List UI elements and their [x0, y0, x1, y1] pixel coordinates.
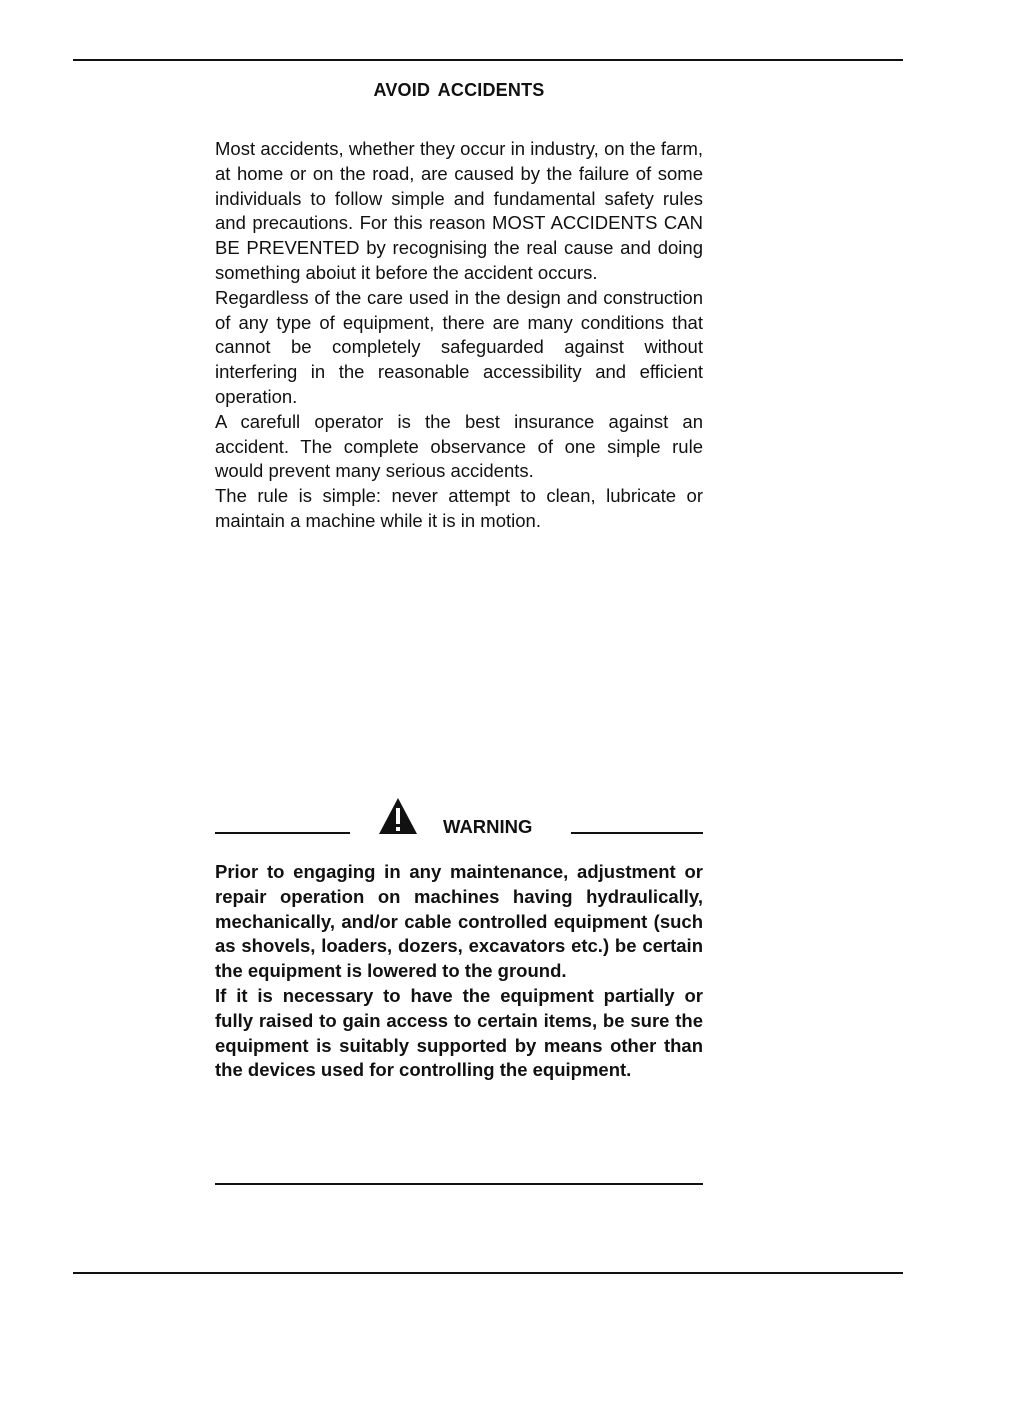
warning-line-left — [215, 832, 350, 834]
warning-text — [215, 860, 703, 1083]
paragraph: The rule is simple: never attempt to clean, lubricate or maintain a machine while it is in motion. — [215, 485, 703, 531]
bottom-divider — [73, 1272, 903, 1274]
paragraph: Regardless of the care used in the design and construction of any type of equipment, there are many conditions that cannot be completely safeguarded against without interfering in the reasonable accessibility and efficient operation. — [215, 286, 703, 407]
warning-line-right — [571, 832, 703, 834]
warning-end-divider — [215, 1183, 703, 1185]
page-title: AVOID ACCIDENTS — [373, 80, 545, 100]
paragraph: Most accidents, whether they occur in industry, on the farm, at home or on the road, are caused by the failure of some individuals to follow simple and fundamental safety rules and precautions. For this reason MOST ACCIDENTS CAN BE PREVENTED by recognising the real cause and doing something aboiut it before the accident occurs. — [215, 138, 703, 283]
top-divider — [73, 59, 903, 61]
warning-triangle-icon — [377, 796, 419, 836]
warning-header — [215, 796, 703, 836]
warning-paragraph: Prior to engaging in any maintenance, adjustment or repair operation on machines having hydraulically, mechanically, and/or cable controlled equipment (such as shovels, loaders, dozers, excavators etc.) be certain the equipment is lowered to the ground. — [215, 861, 703, 982]
body-text — [215, 137, 703, 534]
paragraph: A carefull operator is the best insurance against an accident. The complete observance of one simple rule would prevent many serious accidents. — [215, 410, 703, 482]
warning-paragraph: If it is necessary to have the equipment partially or fully raised to gain access to certain items, be sure the equipment is suitably supported by means other than the devices used for controlling the equipment. — [215, 984, 703, 1081]
warning-label: WARNING — [443, 816, 533, 837]
